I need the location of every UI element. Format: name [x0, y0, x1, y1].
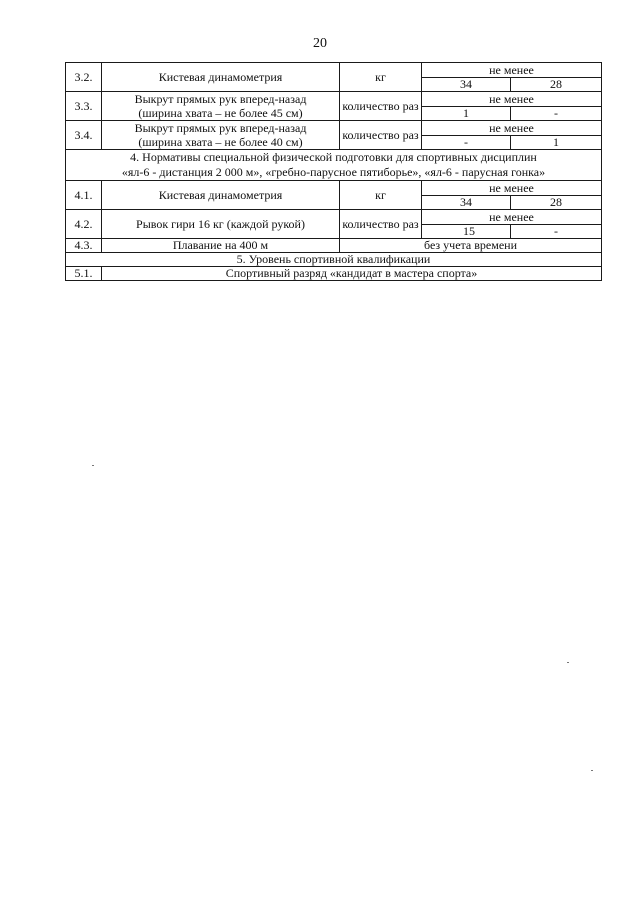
section-title — [66, 150, 602, 181]
test-name: Кистевая динамометрия — [102, 181, 340, 210]
row-number: 5.1. — [66, 267, 102, 281]
table-row-3-2 — [66, 63, 602, 78]
test-name: Кистевая динамометрия — [102, 63, 340, 92]
scan-speck — [567, 662, 569, 663]
section-title-line: «ял-6 - дистанция 2 000 м», «гребно-парусное пятиборье», «ял-6 - парусная гонка» — [121, 165, 546, 179]
table-row-5-1 — [66, 267, 602, 281]
min-header: не менее — [422, 121, 602, 136]
test-name-line: Выкрут прямых рук вперед-назад — [134, 92, 307, 106]
value-cell: 28 — [511, 78, 602, 92]
value-cell: 15 — [422, 225, 511, 239]
unit-cell: кг — [340, 63, 422, 92]
section-title-line: 4. Нормативы специальной физической подготовки для спортивных дисциплин — [130, 150, 537, 164]
value-cell: 34 — [422, 78, 511, 92]
table-row-4-3 — [66, 239, 602, 253]
row-number: 4.3. — [66, 239, 102, 253]
table-row-4-2 — [66, 210, 602, 225]
table-row-4-1 — [66, 181, 602, 196]
section-5-header — [66, 253, 602, 267]
value-cell: 28 — [511, 196, 602, 210]
row-number: 4.1. — [66, 181, 102, 210]
value-cell: - — [511, 107, 602, 121]
test-name-line: Выкрут прямых рук вперед-назад — [134, 121, 307, 135]
unit-cell: кг — [340, 181, 422, 210]
section-title: 5. Уровень спортивной квалификации — [66, 253, 602, 267]
value-cell: 1 — [422, 107, 511, 121]
test-name — [102, 121, 340, 150]
unit-cell: количество раз — [340, 92, 422, 121]
value-cell: 1 — [511, 136, 602, 150]
test-name: Рывок гири 16 кг (каждой рукой) — [102, 210, 340, 239]
test-name-line: (ширина хвата – не более 40 см) — [138, 135, 303, 149]
test-name: Плавание на 400 м — [102, 239, 340, 253]
value-cell: - — [422, 136, 511, 150]
result-cell: без учета времени — [340, 239, 602, 253]
row-number: 3.3. — [66, 92, 102, 121]
unit-cell: количество раз — [340, 121, 422, 150]
value-cell: 34 — [422, 196, 511, 210]
standards-table — [65, 62, 602, 281]
min-header: не менее — [422, 210, 602, 225]
test-name — [102, 92, 340, 121]
qualification-text: Спортивный разряд «кандидат в мастера спорта» — [102, 267, 602, 281]
test-name-line: (ширина хвата – не более 45 см) — [138, 106, 303, 120]
page-number: 20 — [313, 36, 327, 51]
min-header: не менее — [422, 92, 602, 107]
row-number: 3.4. — [66, 121, 102, 150]
scan-speck — [591, 770, 593, 771]
row-number: 3.2. — [66, 63, 102, 92]
table-row-3-3 — [66, 92, 602, 107]
row-number: 4.2. — [66, 210, 102, 239]
min-header: не менее — [422, 63, 602, 78]
scan-speck — [92, 465, 94, 466]
value-cell: - — [511, 225, 602, 239]
min-header: не менее — [422, 181, 602, 196]
section-4-header — [66, 150, 602, 181]
table-row-3-4 — [66, 121, 602, 136]
unit-cell: количество раз — [340, 210, 422, 239]
